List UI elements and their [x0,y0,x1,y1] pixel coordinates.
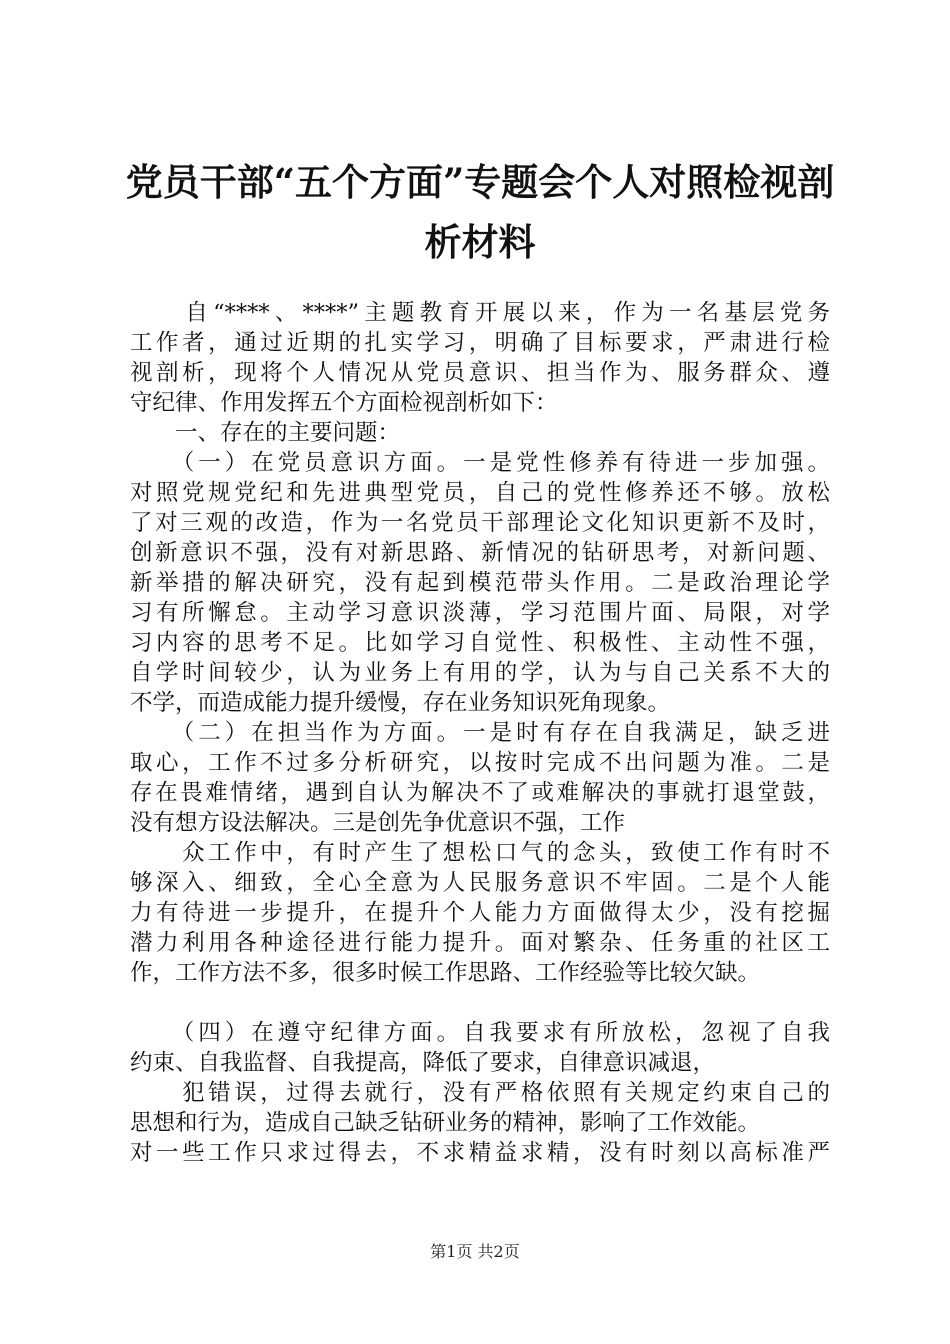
body-text-line: 自“****、****”主题教育开展以来，作为一名基层党务 [130,300,830,326]
body-text-line: 对一些工作只求过得去，不求精益求精，没有时刻以高标准严 [130,1140,830,1166]
body-text-line: 视剖析，现将个人情况从党员意识、担当作为、服务群众、遵 [130,360,830,386]
body-text-line: （二）在担当作为方面。一是时有存在自我满足，缺乏进 [130,720,830,746]
body-text-line: 不学，而造成能力提升缓慢，存在业务知识死角现象。 [130,690,671,716]
body-text-line: 众工作中，有时产生了想松口气的念头，致使工作有时不 [130,840,830,866]
body-text-line: （四）在遵守纪律方面。自我要求有所放松，忽视了自我 [130,1020,830,1046]
body-text-line: 够深入、细致，全心全意为人民服务意识不牢固。二是个人能 [130,870,830,896]
body-text-line: 力有待进一步提升，在提升个人能力方面做得太少，没有挖掘 [130,900,830,926]
body-text-line: 习内容的思考不足。比如学习自觉性、积极性、主动性不强， [130,630,830,656]
body-text-line: 自学时间较少，认为业务上有用的学，认为与自己关系不大的 [130,660,830,686]
body-text-line: 创新意识不强，没有对新思路、新情况的钻研思考，对新问题、 [130,540,830,566]
body-text-line: 取心，工作不过多分析研究，以按时完成不出问题为准。二是 [130,750,830,776]
body-text-line: 习有所懈怠。主动学习意识淡薄，学习范围片面、局限，对学 [130,600,830,626]
body-text-line: 新举措的解决研究，没有起到模范带头作用。二是政治理论学 [130,570,830,596]
body-text-line: 犯错误，过得去就行，没有严格依照有关规定约束自己的 [130,1080,830,1106]
body-text-line: 潜力利用各种途径进行能力提升。面对繁杂、任务重的社区工 [130,930,830,956]
body-text-line: 工作者，通过近期的扎实学习，明确了目标要求，严肃进行检 [130,330,830,356]
body-text-line: 守纪律、作用发挥五个方面检视剖析如下： [130,390,558,416]
document-title-line-2: 析材料 [424,220,536,264]
body-text-line: 存在畏难情绪，遇到自认为解决不了或难解决的事就打退堂鼓， [130,780,830,806]
body-text-line: 了对三观的改造，作为一名党员干部理论文化知识更新不及时， [130,510,830,536]
body-text-line: 对照党规党纪和先进典型党员，自己的党性修养还不够。放松 [130,480,830,506]
document-title-line-1: 党员干部“五个方面”专题会个人对照检视剖 [125,160,835,204]
document-body [130,298,830,1168]
paragraph-gap [130,988,830,1018]
body-text-line: 思想和行为，造成自己缺乏钻研业务的精神，影响了工作效能。 [130,1110,761,1136]
body-text-line: 一、存在的主要问题： [130,420,401,446]
body-text-line: 没有想方设法解决。三是创先争优意识不强，工作 [130,810,626,836]
page-footer: 第1页 共2页 [430,1242,520,1261]
body-text-line: 作，工作方法不多，很多时候工作思路、工作经验等比较欠缺。 [130,960,761,986]
body-text-line: （一）在党员意识方面。一是党性修养有待进一步加强。 [130,450,830,476]
body-text-line: 约束、自我监督、自我提高，降低了要求，自律意识减退， [130,1050,716,1076]
